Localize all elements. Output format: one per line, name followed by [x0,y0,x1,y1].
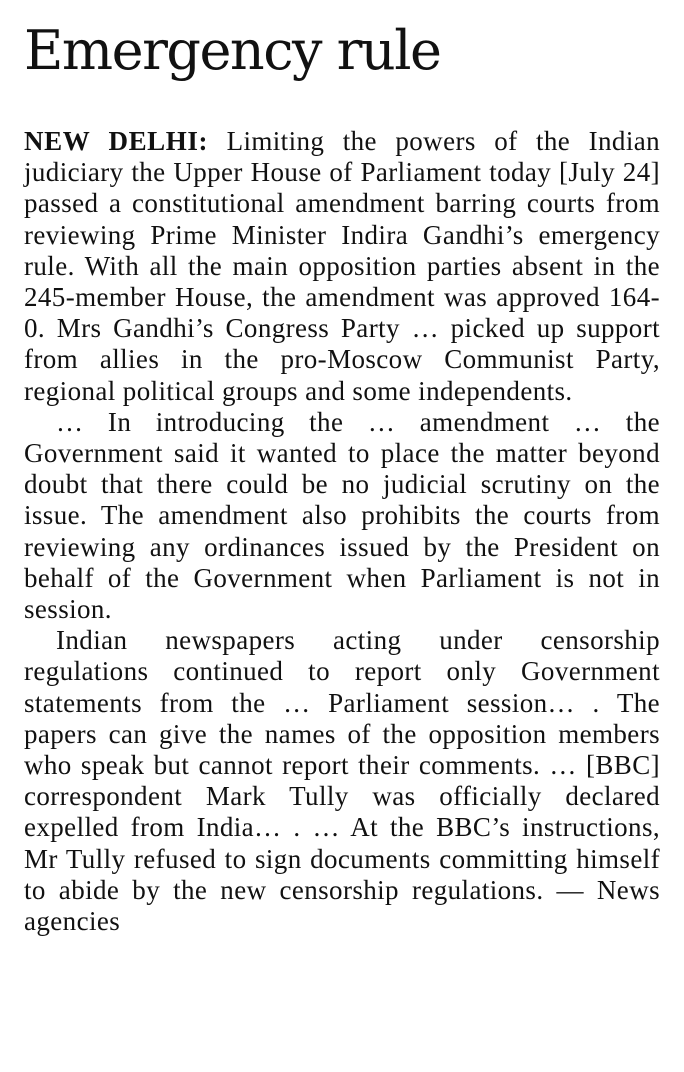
article-headline: Emergency rule [24,19,441,82]
news-article [24,18,660,937]
paragraph-1-text: Limiting the powers of the Indian judiciary the Upper House of Parliament today [July 24] passed a constitutional amendment barring courts from reviewing Prime Minister Indira Gandhi’s emergency rule. With all the main opposition parties absent in the 245-member House, the amendment was approved 164-0. Mrs Gandhi’s Congress Party … picked up support from allies in the pro-Moscow Communist Party, regional political groups and some independents. [24,126,660,406]
article-body [24,126,660,937]
article-dateline: NEW DELHI: [24,126,209,156]
article-paragraph-3: Indian newspapers acting under censorship regulations continued to report only Government statements from the … Parliament session… . The papers can give the names of the opposition members who speak but cannot report their comments. … [BBC] correspondent Mark Tully was officially declared expelled from India… . … At the BBC’s instructions, Mr Tully refused to sign documents committing himself to abide by the new censorship regulations. — News agencies [24,625,660,937]
article-paragraph-1 [24,126,660,407]
article-paragraph-2: … In introducing the … amendment … the Government said it wanted to place the matter beyond doubt that there could be no judicial scrutiny on the issue. The amendment also prohibits the courts from reviewing any ordinances issued by the President on behalf of the Government when Parliament is not in session. [24,406,660,625]
